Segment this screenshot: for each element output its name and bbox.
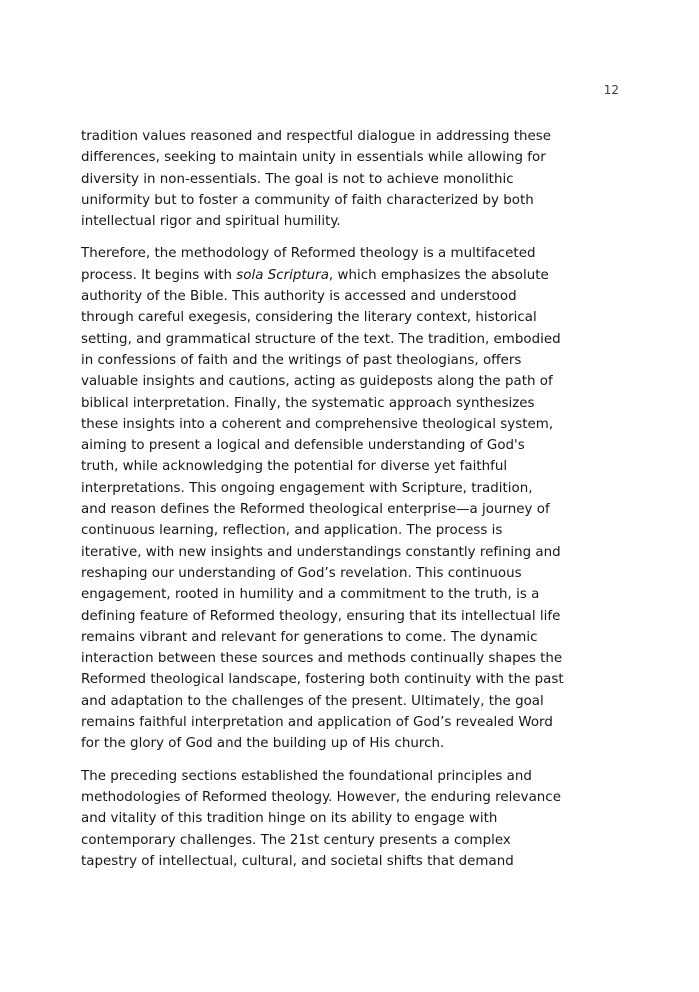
text-line: for the glory of God and the building up of His church. bbox=[81, 736, 445, 752]
text-line: aiming to present a logical and defensible understanding of God's bbox=[81, 438, 525, 454]
text-line: authority of the Bible. This authority is accessed and understood bbox=[81, 289, 517, 305]
text-line: process. It begins with sola Scriptura, which emphasizes the absolute bbox=[81, 267, 549, 283]
text-line: intellectual rigor and spiritual humility. bbox=[81, 214, 341, 230]
text-line: diversity in non-essentials. The goal is not to achieve monolithic bbox=[81, 171, 514, 187]
page-number: 12 bbox=[603, 83, 619, 97]
text-line: through careful exegesis, considering the literary context, historical bbox=[81, 310, 537, 326]
text-line: truth, while acknowledging the potential for diverse yet faithful bbox=[81, 459, 508, 475]
text-line: differences, seeking to maintain unity in essentials while allowing for bbox=[81, 150, 546, 166]
text-line: tradition values reasoned and respectful dialogue in addressing these bbox=[81, 129, 552, 144]
text-line: continuous learning, reflection, and application. The process is bbox=[81, 523, 503, 539]
page-body-text bbox=[81, 126, 653, 872]
text-line: methodologies of Reformed theology. However, the enduring relevance bbox=[81, 789, 561, 805]
text-line: Therefore, the methodology of Reformed theology is a multifaceted bbox=[81, 246, 536, 262]
paragraph bbox=[81, 126, 653, 232]
text-line: setting, and grammatical structure of the text. The tradition, embodied bbox=[81, 331, 561, 347]
text-line: biblical interpretation. Finally, the systematic approach synthesizes bbox=[81, 395, 535, 411]
text-line: iterative, with new insights and understandings constantly refining and bbox=[81, 544, 561, 560]
text-line: engagement, rooted in humility and a commitment to the truth, is a bbox=[81, 587, 540, 603]
text-line: and vitality of this tradition hinge on its ability to engage with bbox=[81, 811, 498, 827]
text-line: reshaping our understanding of God’s revelation. This continuous bbox=[81, 565, 522, 581]
text-line: these insights into a coherent and comprehensive theological system, bbox=[81, 416, 554, 432]
text-line: valuable insights and cautions, acting as guideposts along the path of bbox=[81, 374, 553, 390]
paragraph bbox=[81, 766, 653, 872]
paragraph bbox=[81, 243, 653, 754]
text-line: uniformity but to foster a community of faith characterized by both bbox=[81, 192, 534, 208]
text-line: remains vibrant and relevant for generations to come. The dynamic bbox=[81, 629, 538, 645]
text-line: interaction between these sources and methods continually shapes the bbox=[81, 651, 563, 667]
text-line: and reason defines the Reformed theological enterprise—a journey of bbox=[81, 502, 550, 518]
text-line: The preceding sections established the foundational principles and bbox=[81, 768, 532, 784]
text-line: in confessions of faith and the writings of past theologians, offers bbox=[81, 352, 522, 368]
text-line: contemporary challenges. The 21st century presents a complex bbox=[81, 832, 511, 848]
text-line: defining feature of Reformed theology, ensuring that its intellectual life bbox=[81, 608, 561, 624]
italic-text: sola Scriptura bbox=[236, 267, 329, 283]
text-line: tapestry of intellectual, cultural, and societal shifts that demand bbox=[81, 853, 514, 869]
text-line: Reformed theological landscape, fostering both continuity with the past bbox=[81, 672, 564, 688]
text-line: and adaptation to the challenges of the present. Ultimately, the goal bbox=[81, 693, 544, 709]
text-line: interpretations. This ongoing engagement with Scripture, tradition, bbox=[81, 480, 533, 496]
text-line: remains faithful interpretation and application of God’s revealed Word bbox=[81, 715, 553, 731]
